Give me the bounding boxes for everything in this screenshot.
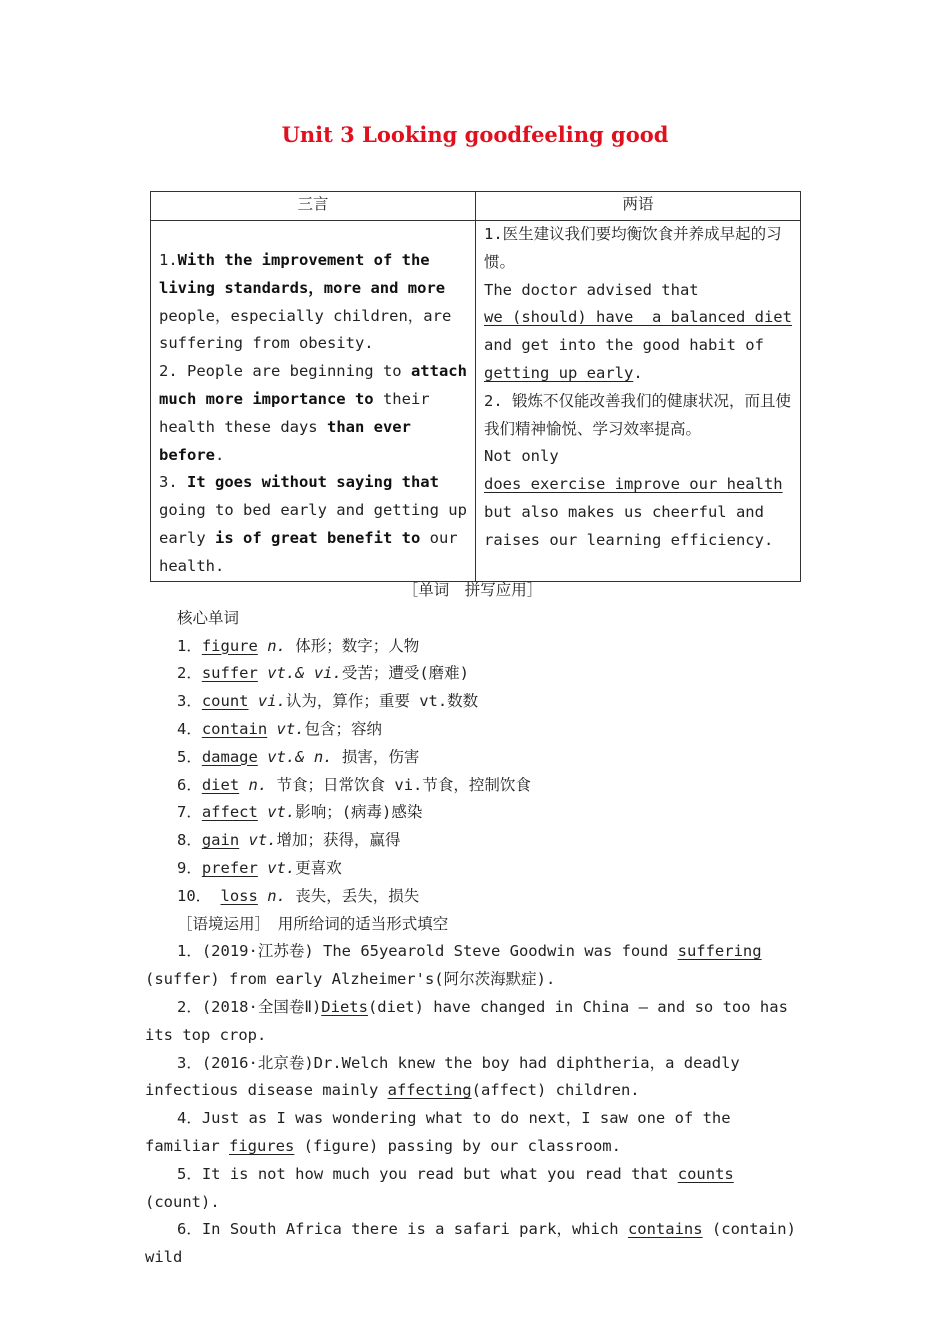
word-item: 8．gain vt.增加；获得，赢得 [177,831,401,850]
answer-blank: counts [677,1164,734,1183]
sentence-3: 3. It goes without saying that going to bed early and getting up early is of great benefit to our health. [159,473,467,575]
word-item: 1．figure n. 体形；数字；人物 [177,636,420,655]
exercise-item: 2．(2018·全国卷Ⅱ)Diets(diet) have changed in China — and so too has its top crop. [145,997,788,1044]
answer-blank: we (should) have a balanced diet [484,308,792,327]
context-label: ［语境运用］ 用所给词的适当形式填空 [177,914,449,933]
page-title: Unit 3 Looking goodfeeling good [281,122,669,147]
answer-blank: getting up early [484,363,634,382]
core-words-label: 核心单词 [177,608,240,627]
sentence-2: 2. People are beginning to attach much more importance to their health these days than ever before. [159,362,467,464]
vocab-section [145,577,821,1272]
table-header-left: 三言 [151,192,476,221]
word-item: 6．diet n. 节食；日常饮食 vi.节食，控制饮食 [177,775,531,794]
translations-cell [476,221,801,582]
answer-blank: Diets [321,997,368,1016]
word-item: 7．affect vt.影响；(病毒)感染 [177,803,423,822]
answer-blank: affecting [387,1081,472,1100]
table-header-right: 两语 [476,192,801,221]
word-item: 5．damage vt.& n. 损害，伤害 [177,747,420,766]
exercise-item: 5．It is not how much you read but what you read that counts (count). [145,1164,734,1211]
sentence-1: 1.With the improvement of the living standards，more and more people，especially children，are suffering from obesity. [159,251,452,353]
word-item: 4．contain vt.包含；容纳 [177,719,383,738]
exercise-item: 3．(2016·北京卷)Dr.Welch knew the boy had diphtheria，a deadly infectious disease mainly affecting(affect) children. [145,1053,740,1100]
translation-1: 1.医生建议我们要均衡饮食并养成早起的习惯。 The doctor advised that we (should) have a balanced diet and get into the good habit of getting up early. [484,225,792,382]
word-item: 3．count vi.认为，算作；重要 vt.数数 [177,692,479,711]
word-item: 10． loss n. 丧失，丢失，损失 [177,886,420,905]
exercise-item: 6．In South Africa there is a safari park，which contains (contain) wild [145,1220,821,1267]
word-item: 9．prefer vt.更喜欢 [177,858,342,877]
translation-2: 2. 锻炼不仅能改善我们的健康状况，而且使我们精神愉悦、学习效率提高。 Not only does exercise improve our health but also makes us cheerful and raises our learning efficiency. [484,391,791,549]
exercise-item: 1．(2019·江苏卷) The 65yearold Steve Goodwin was found suffering (suffer) from early Alzheimer's(阿尔茨海默症). [145,942,762,989]
word-item: 2．suffer vt.& vi.受苦；遭受(磨难) [177,664,470,683]
answer-blank: does exercise improve our health [484,475,783,494]
answer-blank: suffering [677,942,762,961]
section-title: ［单词 拼写应用］ [402,581,543,599]
phrases-table [150,191,801,582]
exercise-item: 4．Just as I was wondering what to do next，I saw one of the familiar figures (figure) passing by our classroom. [145,1109,731,1155]
answer-blank: contains [627,1220,703,1239]
sentences-cell [151,221,476,582]
answer-blank: figures [229,1136,295,1155]
